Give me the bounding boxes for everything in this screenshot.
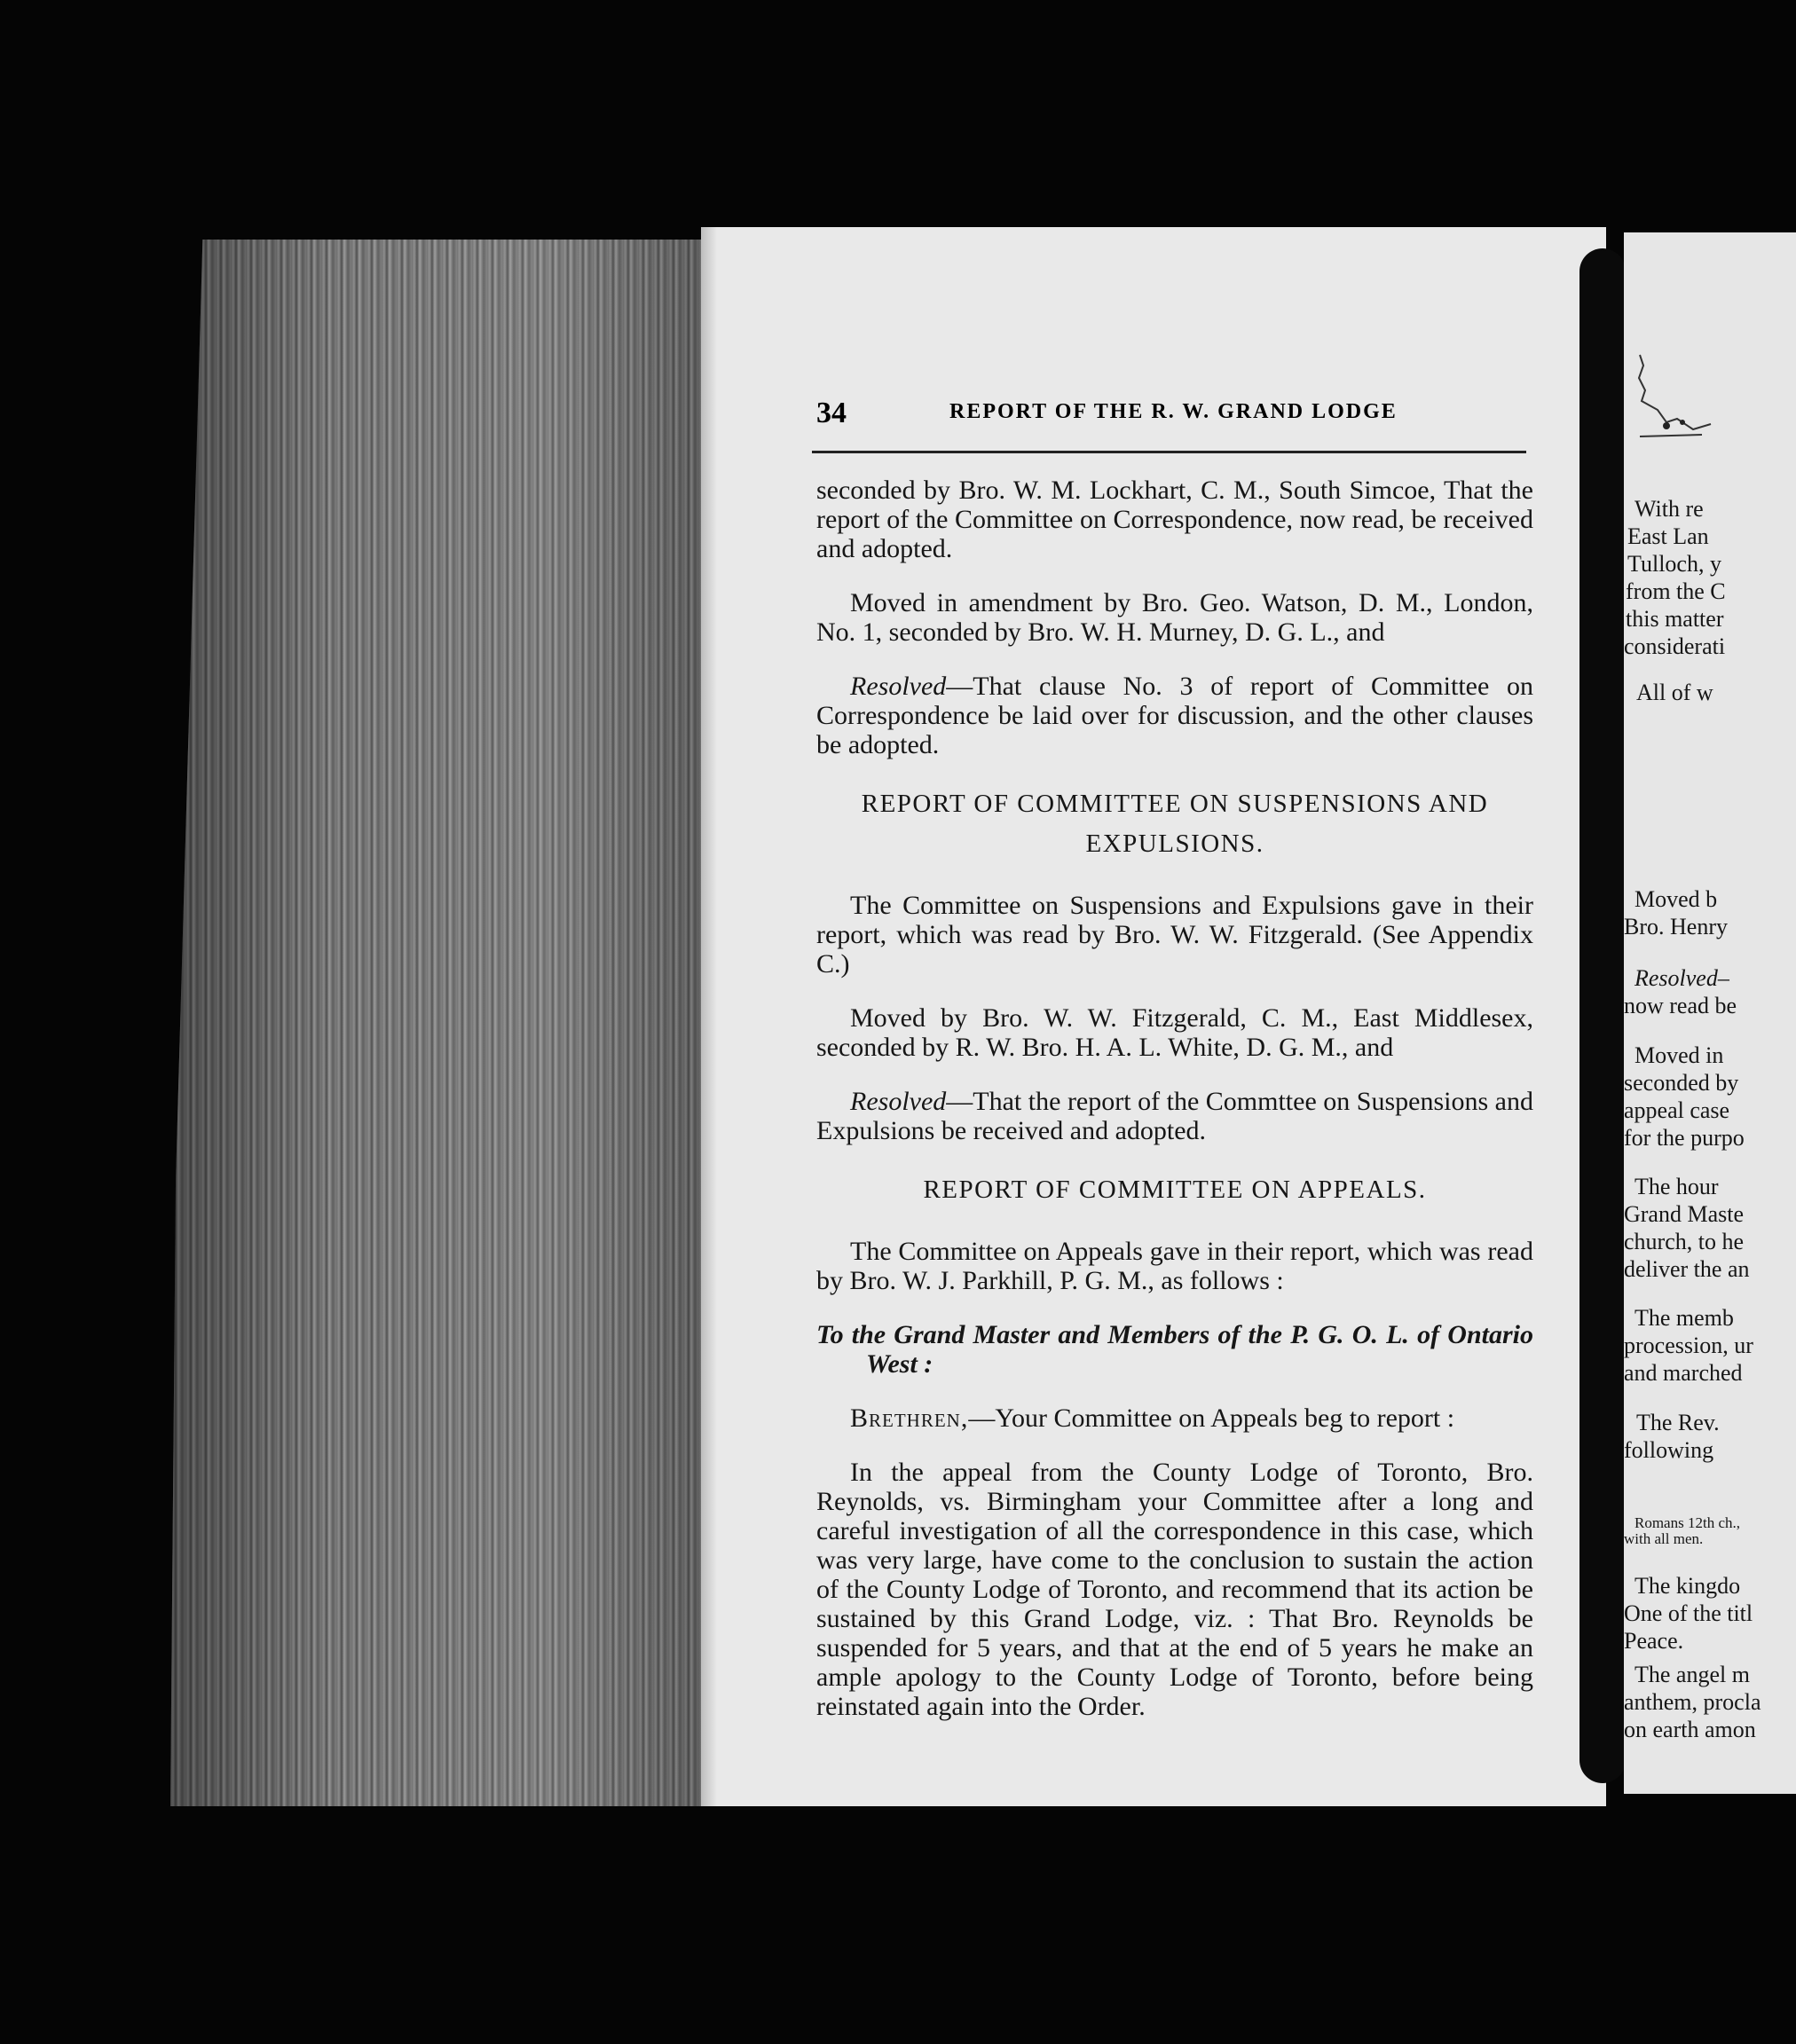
paragraph: In the appeal from the County Lodge of Toronto, Bro. Reynolds, vs. Birmingham your Committee after a long and careful investigation of all the correspondence in this case, which was very large, have come to the conclusion to sustain the action of the County Lodge of Toronto, and recommend that its action be sustained by this Grand Lodge, viz. : That Bro. Reynolds be suspended for 5 years, and that at the end of 5 years he make an ample apology to the County Lodge of Toronto, before being reinstated again into the Order.	[816, 1458, 1533, 1721]
right-line: this matter	[1626, 606, 1724, 632]
resolution-paragraph	[816, 1087, 1533, 1145]
right-line: from the C	[1626, 578, 1726, 604]
resolved-label: Resolved	[850, 672, 947, 701]
resolution-text: —That the report of the Commttee on Suspensions and Expulsions be received and adopted.	[816, 1087, 1533, 1145]
paragraph: Moved by Bro. W. W. Fitzgerald, C. M., East Middlesex, seconded by R. W. Bro. H. A. L. White, D. G. M., and	[816, 1003, 1533, 1062]
right-line: With re	[1635, 496, 1704, 522]
right-line: One of the titl	[1624, 1600, 1753, 1626]
running-title: REPORT OF THE R. W. GRAND LODGE	[949, 400, 1398, 423]
right-line: Tulloch, y	[1627, 551, 1721, 577]
right-line: on earth amon	[1624, 1717, 1756, 1742]
right-line: following	[1624, 1437, 1714, 1463]
right-line: East Lan	[1627, 523, 1709, 549]
right-line: All of w	[1636, 680, 1713, 705]
address-line: To the Grand Master and Members of the P. G. O. L. of Ontario West :	[816, 1320, 1533, 1379]
page-header	[816, 397, 1526, 432]
header-rule	[812, 451, 1526, 453]
right-line: Grand Maste	[1624, 1201, 1745, 1227]
right-line: The hour	[1635, 1174, 1719, 1199]
right-line: Bro. Henry	[1624, 914, 1728, 939]
right-line: with all men.	[1624, 1530, 1704, 1547]
right-line: for the purpo	[1624, 1125, 1745, 1151]
right-line: The kingdo	[1635, 1573, 1741, 1599]
right-line: and marched	[1624, 1360, 1743, 1386]
right-page	[1624, 232, 1796, 1794]
section-heading: REPORT OF COMMITTEE ON SUSPENSIONS AND EXPULSIONS.	[861, 790, 1489, 858]
salutation-paragraph	[816, 1403, 1533, 1433]
right-line: procession, ur	[1624, 1333, 1753, 1358]
right-line: The memb	[1635, 1305, 1734, 1331]
resolution-text: —That clause No. 3 of report of Committee on Correspondence be laid over for discussion, and the other clauses be adopted.	[816, 672, 1533, 759]
salutation-text: —Your Committee on Appeals beg to report :	[968, 1403, 1455, 1433]
paragraph: The Committee on Appeals gave in their report, which was read by Bro. W. J. Parkhill, P. G. M., as follows :	[816, 1237, 1533, 1295]
page-body	[816, 476, 1533, 1746]
right-line: seconded by	[1624, 1070, 1739, 1096]
right-line: appeal case	[1624, 1097, 1730, 1123]
right-line: Resolved–	[1635, 965, 1729, 991]
right-line: Romans 12th ch.,	[1635, 1514, 1740, 1531]
book-page-edges	[170, 240, 708, 1806]
paragraph: Moved in amendment by Bro. Geo. Watson, D. M., London, No. 1, seconded by Bro. W. H. Murney, D. G. L., and	[816, 588, 1533, 647]
page-number: 34	[816, 397, 847, 429]
right-line: deliver the an	[1624, 1256, 1750, 1282]
right-line: The Rev.	[1636, 1410, 1720, 1435]
book-spine	[1579, 248, 1626, 1783]
right-line: Moved b	[1635, 886, 1718, 912]
right-line: considerati	[1624, 633, 1726, 659]
right-line: now read be	[1624, 993, 1737, 1018]
right-line: church, to he	[1624, 1229, 1745, 1254]
section-heading: REPORT OF COMMITTEE ON APPEALS.	[923, 1175, 1427, 1204]
right-line: Moved in	[1635, 1042, 1724, 1068]
paragraph: seconded by Bro. W. M. Lockhart, C. M., South Simcoe, That the report of the Committee on Correspondence, now read, be received and adopted.	[816, 476, 1533, 563]
right-line: Peace.	[1624, 1628, 1684, 1654]
resolved-label: Resolved	[850, 1087, 947, 1116]
paragraph: The Committee on Suspensions and Expulsions gave in their report, which was read by Bro. W. W. Fitzgerald. (See Appendix C.)	[816, 891, 1533, 979]
resolution-paragraph	[816, 672, 1533, 759]
salutation: Brethren,	[850, 1403, 969, 1433]
pencil-sketch-mark	[1631, 348, 1791, 463]
right-line: anthem, procla	[1624, 1689, 1761, 1715]
right-line: The angel m	[1635, 1662, 1750, 1687]
